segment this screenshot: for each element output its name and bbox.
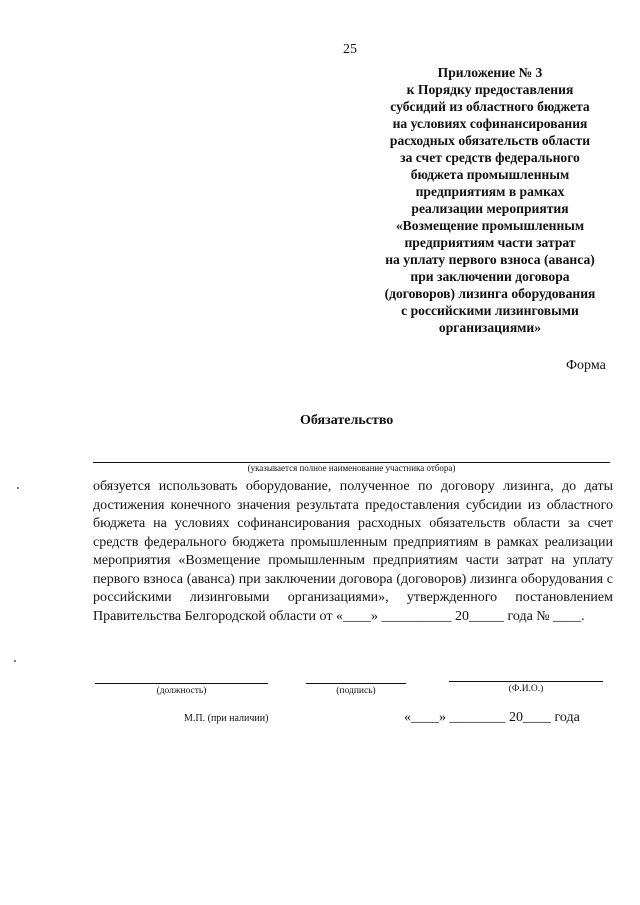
- full-name-caption: (Ф.И.О.): [508, 684, 544, 694]
- page-number: 25: [343, 42, 357, 57]
- signing-date-line: «____» ________ 20____ года: [404, 710, 580, 725]
- stamp-note: М.П. (при наличии): [184, 713, 269, 724]
- appendix-header-line: с российскими лизинговыми: [401, 303, 579, 318]
- appendix-header-line: расходных обязательств области: [389, 133, 591, 148]
- organization-name-caption: (указывается полное наименование участника отбора): [247, 463, 456, 473]
- appendix-header-line: бюджета промышленным: [410, 167, 570, 182]
- appendix-header-line: «Возмещение промышленным: [395, 218, 585, 233]
- appendix-header-line: предприятиям в рамках: [415, 184, 565, 199]
- appendix-header-line: при заключении договора: [410, 269, 570, 284]
- full-name-signature-line: [449, 681, 603, 682]
- appendix-header-line: к Порядку предоставления: [406, 82, 574, 97]
- document-title: Обязательство: [300, 413, 394, 428]
- appendix-header-line: предприятиям части затрат: [404, 235, 576, 250]
- appendix-header-line: за счет средств федерального: [400, 150, 580, 165]
- signature-caption: (подпись): [336, 686, 376, 696]
- signature-line: [306, 683, 406, 684]
- appendix-header: [350, 64, 630, 336]
- scan-speck: [17, 487, 19, 489]
- appendix-header-line: организациями»: [438, 320, 542, 335]
- form-label: Форма: [566, 358, 606, 373]
- appendix-header-line: (договоров) лизинга оборудования: [384, 286, 596, 301]
- appendix-header-line: на уплату первого взноса (аванса): [385, 252, 595, 267]
- position-caption: (должность): [156, 686, 207, 696]
- scan-speck: [14, 660, 16, 662]
- appendix-header-line: реализации мероприятия: [411, 201, 569, 216]
- appendix-header-line: субсидий из областного бюджета: [390, 99, 590, 114]
- appendix-header-line: на условиях софинансирования: [392, 116, 588, 131]
- obligation-paragraph: обязуется использовать оборудование, полученное по договору лизинга, до даты достижения конечного значения результата предоставления субсидии из областного бюджета на условиях софинансирования расходных обязательств области за счет средств федерального бюджета промышленным предприятиям в рамках реализации мероприятия «Возмещение промышленным предприятиям части затрат на уплату первого взноса (аванса) при заключении договора (договоров) лизинга оборудования с российскими лизинговыми организациями», утвержденного постановлением Правительства Белгородской области от «____» __________ 20_____ года № ____.: [93, 479, 613, 624]
- position-signature-line: [95, 683, 268, 684]
- appendix-header-line: Приложение № 3: [437, 65, 543, 80]
